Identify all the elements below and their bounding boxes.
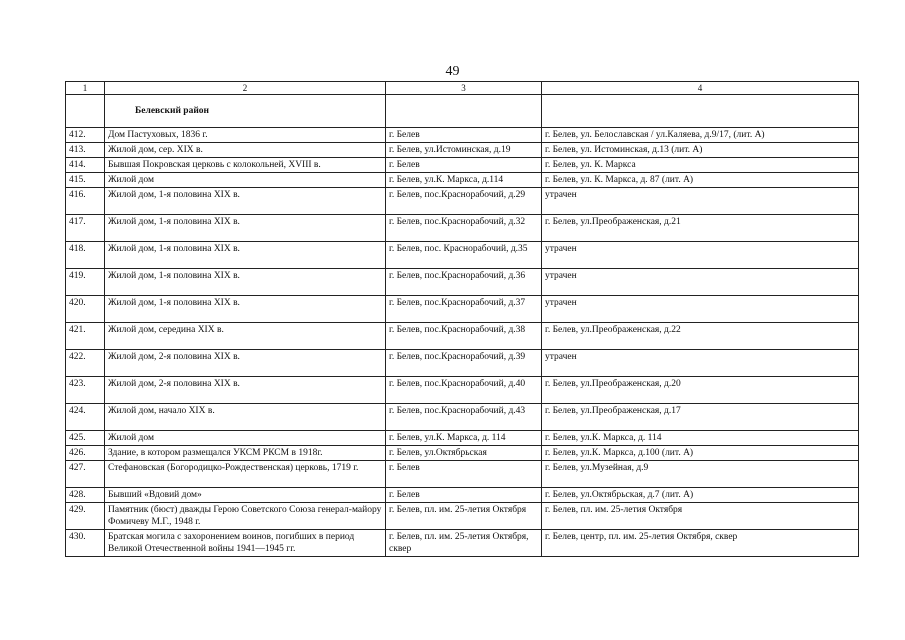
column-header-4: 4 — [542, 82, 859, 95]
object-address: г. Белев, ул. К. Маркса, д. 87 (лит. А) — [542, 173, 859, 188]
district-title: Белевский район — [105, 95, 386, 128]
object-location: г. Белев, пл. им. 25-летия Октября, сквер — [386, 530, 542, 557]
object-address: утрачен — [542, 269, 859, 296]
object-address: г. Белев, ул.К. Маркса, д.100 (лит. А) — [542, 446, 859, 461]
row-number: 417. — [66, 215, 105, 242]
row-number: 414. — [66, 158, 105, 173]
row-number: 426. — [66, 446, 105, 461]
table-row — [66, 461, 859, 488]
object-address: г. Белев, пл. им. 25-летия Октября — [542, 503, 859, 530]
object-name: Жилой дом, 1-я половина XIX в. — [105, 188, 386, 215]
object-name: Бывшая Покровская церковь с колокольней, XVIII в. — [105, 158, 386, 173]
object-location: г. Белев, пос. Краснорабочий, д.35 — [386, 242, 542, 269]
object-location: г. Белев — [386, 488, 542, 503]
object-name: Жилой дом, середина XIX в. — [105, 323, 386, 350]
row-number: 425. — [66, 431, 105, 446]
object-name: Бывший «Вдовий дом» — [105, 488, 386, 503]
object-name: Дом Пастуховых, 1836 г. — [105, 128, 386, 143]
district-row — [66, 95, 859, 128]
row-number: 428. — [66, 488, 105, 503]
row-number: 422. — [66, 350, 105, 377]
table-row — [66, 269, 859, 296]
table-row — [66, 404, 859, 431]
object-location: г. Белев — [386, 461, 542, 488]
object-address: г. Белев, ул. Истоминская, д.13 (лит. А) — [542, 143, 859, 158]
object-address: утрачен — [542, 296, 859, 323]
table-row — [66, 143, 859, 158]
object-location: г. Белев, пос.Краснорабочий, д.43 — [386, 404, 542, 431]
object-name: Жилой дом — [105, 431, 386, 446]
row-number: 427. — [66, 461, 105, 488]
object-name: Жилой дом, 1-я половина XIX в. — [105, 296, 386, 323]
row-number: 415. — [66, 173, 105, 188]
table-row — [66, 242, 859, 269]
table-row — [66, 188, 859, 215]
table-row — [66, 296, 859, 323]
table-row — [66, 431, 859, 446]
row-number: 429. — [66, 503, 105, 530]
page-number: 49 — [445, 64, 460, 79]
table-row — [66, 323, 859, 350]
object-location: г. Белев, пос.Краснорабочий, д.39 — [386, 350, 542, 377]
object-name: Здание, в котором размещался УКСМ РКСМ в 1918г. — [105, 446, 386, 461]
row-number: 418. — [66, 242, 105, 269]
column-header-2: 2 — [105, 82, 386, 95]
object-name: Жилой дом, начало XIX в. — [105, 404, 386, 431]
object-location: г. Белев, ул.Истоминская, д.19 — [386, 143, 542, 158]
object-address: г. Белев, ул.Преображенская, д.17 — [542, 404, 859, 431]
row-number: 420. — [66, 296, 105, 323]
object-address: утрачен — [542, 242, 859, 269]
object-name: Жилой дом, 1-я половина XIX в. — [105, 242, 386, 269]
table-row — [66, 173, 859, 188]
table-row — [66, 377, 859, 404]
object-location: г. Белев, пос.Краснорабочий, д.37 — [386, 296, 542, 323]
object-location: г. Белев, пос.Краснорабочий, д.32 — [386, 215, 542, 242]
object-location: г. Белев, пос.Краснорабочий, д.36 — [386, 269, 542, 296]
object-name: Жилой дом, 2-я половина XIX в. — [105, 350, 386, 377]
heritage-registry-table — [65, 81, 859, 557]
object-name: Жилой дом, 1-я половина XIX в. — [105, 215, 386, 242]
table-row — [66, 503, 859, 530]
object-location: г. Белев, ул.К. Маркса, д.114 — [386, 173, 542, 188]
object-address: г. Белев, центр, пл. им. 25-летия Октября, сквер — [542, 530, 859, 557]
object-location: г. Белев, пос.Краснорабочий, д.29 — [386, 188, 542, 215]
table-row — [66, 158, 859, 173]
table-row — [66, 488, 859, 503]
table-row — [66, 530, 859, 557]
object-address: утрачен — [542, 188, 859, 215]
object-name: Памятник (бюст) дважды Герою Советского Союза генерал-майору Фомичеву М.Г., 1948 г. — [105, 503, 386, 530]
object-name: Братская могила с захоронением воинов, погибших в период Великой Отечественной войны 1941—1945 гг. — [105, 530, 386, 557]
table-row — [66, 446, 859, 461]
object-name: Жилой дом, 1-я половина XIX в. — [105, 269, 386, 296]
row-number: 416. — [66, 188, 105, 215]
empty-cell — [542, 95, 859, 128]
object-location: г. Белев, ул.К. Маркса, д. 114 — [386, 431, 542, 446]
object-address: г. Белев, ул. К. Маркса — [542, 158, 859, 173]
row-number: 423. — [66, 377, 105, 404]
row-number: 424. — [66, 404, 105, 431]
object-address: г. Белев, ул.Преображенская, д.21 — [542, 215, 859, 242]
column-header-3: 3 — [386, 82, 542, 95]
object-location: г. Белев, пл. им. 25-летия Октября — [386, 503, 542, 530]
object-address: утрачен — [542, 350, 859, 377]
table-row — [66, 128, 859, 143]
object-address: г. Белев, ул.К. Маркса, д. 114 — [542, 431, 859, 446]
empty-cell — [66, 95, 105, 128]
object-location: г. Белев, ул.Октябрьская — [386, 446, 542, 461]
object-location: г. Белев — [386, 158, 542, 173]
object-name: Жилой дом — [105, 173, 386, 188]
object-location: г. Белев, пос.Краснорабочий, д.38 — [386, 323, 542, 350]
object-name: Жилой дом, 2-я половина XIX в. — [105, 377, 386, 404]
row-number: 419. — [66, 269, 105, 296]
object-name: Жилой дом, сер. XIX в. — [105, 143, 386, 158]
column-header-row — [66, 82, 859, 95]
column-header-1: 1 — [66, 82, 105, 95]
object-address: г. Белев, ул.Преображенская, д.22 — [542, 323, 859, 350]
object-address: г. Белев, ул.Преображенская, д.20 — [542, 377, 859, 404]
table-row — [66, 350, 859, 377]
row-number: 413. — [66, 143, 105, 158]
row-number: 412. — [66, 128, 105, 143]
empty-cell — [386, 95, 542, 128]
object-name: Стефановская (Богородицко-Рождественская) церковь, 1719 г. — [105, 461, 386, 488]
object-location: г. Белев — [386, 128, 542, 143]
object-address: г. Белев, ул.Музейная, д.9 — [542, 461, 859, 488]
object-address: г. Белев, ул. Белославская / ул.Каляева, д.9/17, (лит. А) — [542, 128, 859, 143]
row-number: 421. — [66, 323, 105, 350]
row-number: 430. — [66, 530, 105, 557]
object-address: г. Белев, ул.Октябрьская, д.7 (лит. А) — [542, 488, 859, 503]
object-location: г. Белев, пос.Краснорабочий, д.40 — [386, 377, 542, 404]
table-row — [66, 215, 859, 242]
